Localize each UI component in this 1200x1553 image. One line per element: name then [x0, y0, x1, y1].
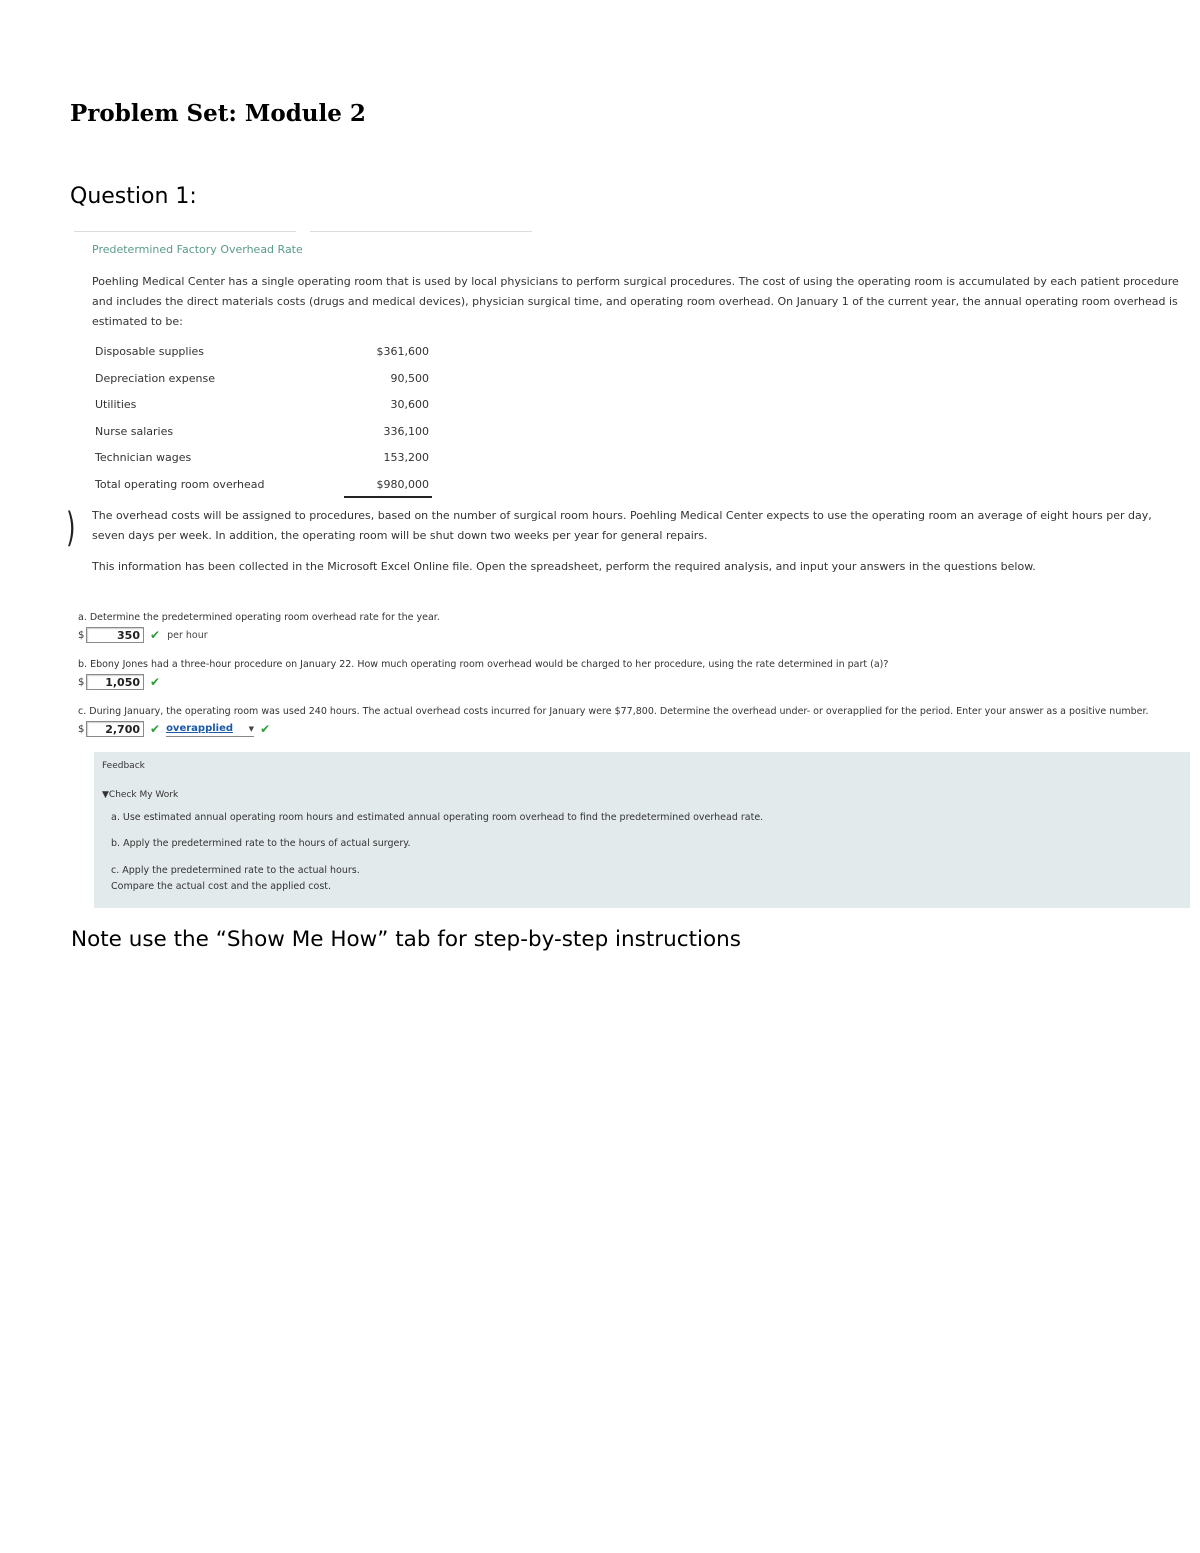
answer-c-input[interactable]: 2,700 [86, 721, 144, 737]
problem-paragraph-3: This information has been collected in the Microsoft Excel Online file. Open the spreadsheet, perform the required analysis, and input your answers in the questions below. [92, 560, 1036, 573]
cost-row [95, 339, 435, 366]
answer-a-input[interactable]: 350 [86, 627, 144, 643]
cost-amount: $361,600 [376, 345, 429, 358]
cost-label: Utilities [95, 398, 137, 411]
feedback-item: b. Apply the predetermined rate to the hours of actual surgery. [111, 838, 411, 849]
check-icon: ✔ [150, 722, 161, 736]
cost-row [95, 366, 435, 393]
cost-row [95, 392, 435, 419]
cost-label: Disposable supplies [95, 345, 205, 358]
currency-symbol: $ [78, 629, 85, 641]
cost-total-amount: $980,000 [376, 477, 429, 491]
feedback-item: c. Apply the predetermined rate to the actual hours. [111, 865, 360, 876]
answer-c-row [78, 719, 270, 739]
feedback-item: a. Use estimated annual operating room hours and estimated annual operating room overhead to find the predetermined overhead rate. [111, 812, 764, 823]
check-icon: ✔ [150, 675, 161, 689]
feedback-panel [94, 752, 1190, 908]
cost-amount: 90,500 [390, 371, 429, 385]
cost-row [95, 419, 435, 446]
cost-total-label: Total operating room overhead [95, 477, 265, 491]
answer-b-input[interactable]: 1,050 [86, 674, 144, 690]
check-icon: ✔ [260, 722, 271, 736]
applied-status-value: overapplied [166, 723, 234, 734]
section-title: Predetermined Factory Overhead Rate [92, 243, 303, 256]
answer-a-unit: per hour [167, 629, 208, 641]
cost-label: Nurse salaries [95, 424, 174, 438]
cost-label: Depreciation expense [95, 371, 215, 385]
cost-label: Technician wages [95, 451, 192, 464]
question-a-text: a. Determine the predetermined operating room overhead rate for the year. [78, 612, 440, 623]
cost-amount: 30,600 [390, 398, 429, 411]
answer-a-row [78, 625, 208, 645]
problem-paragraph-2: The overhead costs will be assigned to procedures, based on the number of surgical room hours. Poehling Medical Center expects to use the operating room an average of eight hours per day, seven days per week. In addition, the operating room will be shut down two weeks per year for general repairs. [92, 509, 1152, 542]
applied-status-select[interactable] [166, 722, 254, 737]
feedback-item: Compare the actual cost and the applied cost. [111, 881, 332, 892]
total-underline [344, 496, 432, 498]
currency-symbol: $ [78, 723, 85, 735]
feedback-label: Feedback [102, 761, 145, 771]
bracket-mark: ) [66, 505, 76, 551]
cost-amount: 336,100 [383, 424, 429, 438]
check-icon: ✔ [150, 628, 161, 642]
overhead-cost-table [95, 339, 435, 498]
question-heading: Question 1: [70, 184, 197, 209]
currency-symbol: $ [78, 676, 85, 688]
show-me-how-note: Note use the “Show Me How” tab for step-by-step instructions [71, 927, 741, 952]
question-b-text: b. Ebony Jones had a three-hour procedure on January 22. How much operating room overhead would be charged to her procedure, using the rate determined in part (a)? [78, 659, 889, 670]
document-title: Problem Set: Module 2 [70, 100, 366, 127]
problem-intro: Poehling Medical Center has a single operating room that is used by local physicians to perform surgical procedures. The cost of using the operating room is accumulated by each patient procedure and includes the direct materials costs (drugs and medical devices), physician surgical time, and operating room overhead. On January 1 of the current year, the annual operating room overhead is estimated to be: [92, 275, 1179, 328]
answer-b-row [78, 672, 160, 692]
question-c-text: c. During January, the operating room was used 240 hours. The actual overhead costs incurred for January were $77,800. Determine the overhead under- or overapplied for the period. Enter your answer as a positive number. [78, 706, 1149, 717]
cost-row [95, 445, 435, 472]
cost-amount: 153,200 [383, 451, 429, 464]
cost-total-row [95, 472, 435, 499]
chevron-down-icon: ▼ [248, 724, 255, 733]
check-my-work-toggle[interactable]: ▼Check My Work [102, 790, 179, 800]
